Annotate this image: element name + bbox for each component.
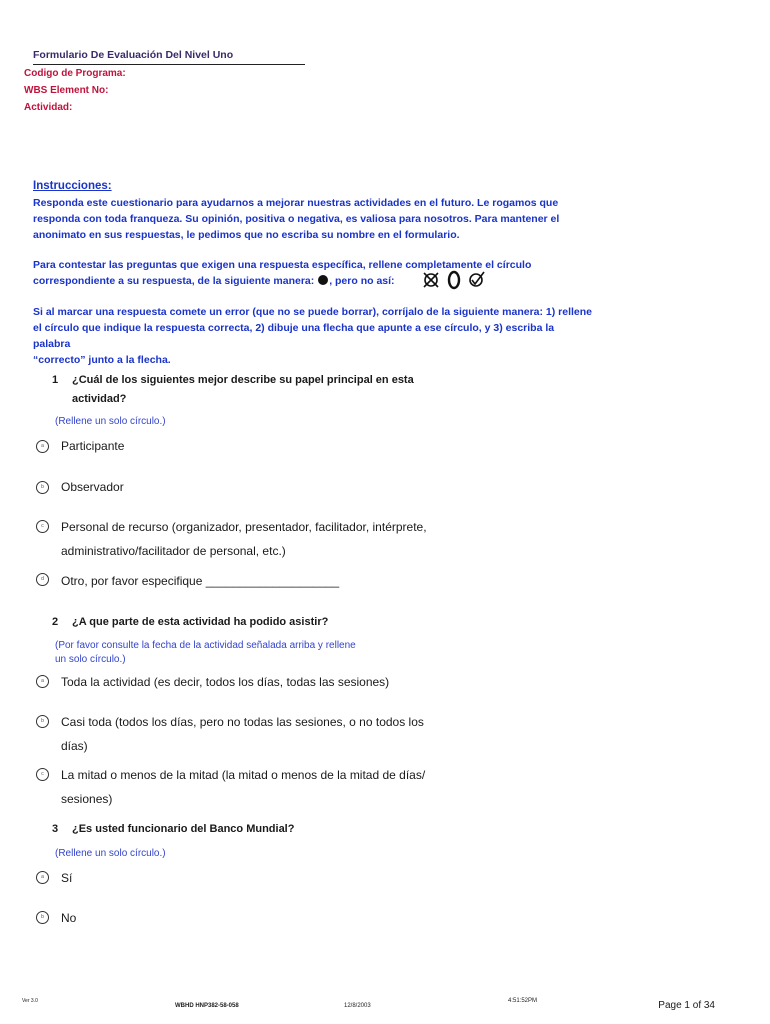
option-label: Casi toda (todos los días, pero no todas las sesiones, o no todos los: [61, 715, 424, 729]
page-number: Page 1 of 34: [658, 1000, 715, 1011]
instructions-paragraph-1: [33, 195, 593, 243]
footer-version: Ver 3.0: [22, 998, 38, 1004]
answer-bubble[interactable]: [36, 520, 49, 533]
answer-bubble[interactable]: [36, 675, 49, 688]
option-label: Personal de recurso (organizador, presentador, facilitador, intérprete,: [61, 520, 427, 534]
option-label: Sí: [61, 871, 73, 885]
option-label: No: [61, 911, 77, 925]
bubble-letter: b: [41, 718, 44, 724]
question-text: ¿Es usted funcionario del Banco Mundial?: [72, 823, 295, 835]
option-label-continued: sesiones): [61, 792, 113, 806]
bubble-letter: a: [41, 678, 44, 684]
bubble-letter: b: [41, 484, 44, 490]
answer-bubble[interactable]: [36, 715, 49, 728]
option-label: Observador: [61, 480, 124, 494]
instructions-line: Responda este cuestionario para ayudarnos a mejorar nuestras actividades en el futuro. Le rogamos que: [33, 197, 559, 209]
question-hint: (Rellene un solo círculo.): [55, 848, 166, 859]
answer-bubble[interactable]: [36, 911, 49, 924]
bubble-letter: c: [41, 771, 44, 777]
answer-bubble[interactable]: [36, 573, 49, 586]
filled-circle-example-icon: [318, 275, 328, 285]
question-text: actividad?: [72, 393, 127, 405]
option-label-continued: días): [61, 739, 88, 753]
question-hint: un solo círculo.): [55, 654, 126, 665]
option-label: Participante: [61, 439, 125, 453]
instructions-line: “correcto” junto a la flecha.: [33, 354, 171, 366]
question-number: 3: [52, 823, 59, 835]
bubble-letter: d: [41, 576, 44, 582]
bubble-letter: a: [41, 874, 44, 880]
instructions-title: Instrucciones:: [33, 180, 112, 192]
question-hint: (Por favor consulte la fecha de la actividad señalada arriba y rellene: [55, 640, 356, 651]
wrong-marks-example-icon: [422, 270, 492, 290]
question-text: ¿Cuál de los siguientes mejor describe su papel principal en esta: [72, 374, 414, 386]
form-title: Formulario De Evaluación Del Nivel Uno: [33, 49, 305, 65]
instructions-line: [33, 273, 593, 289]
option-label: Otro, por favor especifique ____________________: [61, 574, 340, 588]
instructions-line: responda con toda franqueza. Su opinión, positiva o negativa, es valiosa para nosotros. Para mantener el: [33, 213, 560, 225]
program-code-label: Codigo de Programa:: [24, 68, 126, 79]
instructions-line: Para contestar las preguntas que exigen una respuesta específica, rellene completamente el círculo: [33, 259, 532, 271]
activity-label: Actividad:: [24, 102, 73, 113]
wbs-element-label: WBS Element No:: [24, 85, 109, 96]
question-number: 1: [52, 374, 59, 386]
instructions-line: Si al marcar una respuesta comete un error (que no se puede borrar), corríjalo de la siguiente manera: 1) rellene: [33, 306, 593, 318]
question-number: 2: [52, 616, 59, 628]
answer-bubble[interactable]: [36, 871, 49, 884]
footer-code: WBHD HNP382-58-058: [175, 1003, 239, 1009]
instructions-text: , pero no así:: [329, 275, 395, 287]
instructions-paragraph-2: [33, 257, 593, 289]
footer-date: 12/8/2003: [344, 1003, 371, 1009]
instructions-text: correspondiente a su respuesta, de la siguiente manera:: [33, 275, 315, 287]
instructions-paragraph-3: [33, 304, 593, 368]
question-hint: (Rellene un solo círculo.): [55, 416, 166, 427]
bubble-letter: a: [41, 443, 44, 449]
instructions-line: anonimato en sus respuestas, le pedimos que no escriba su nombre en el formulario.: [33, 229, 460, 241]
bubble-letter: b: [41, 914, 44, 920]
answer-bubble[interactable]: [36, 768, 49, 781]
option-label-continued: administrativo/facilitador de personal, etc.): [61, 544, 286, 558]
bubble-letter: c: [41, 523, 44, 529]
instructions-line: el círculo que indique la respuesta correcta, 2) dibuje una flecha que apunte a ese círculo, y 3) escriba la palabra: [33, 322, 555, 350]
option-label: Toda la actividad (es decir, todos los días, todas las sesiones): [61, 675, 390, 689]
question-text: ¿A que parte de esta actividad ha podido asistir?: [72, 616, 329, 628]
option-label: La mitad o menos de la mitad (la mitad o menos de la mitad de días/: [61, 768, 426, 782]
answer-bubble[interactable]: [36, 481, 49, 494]
answer-bubble[interactable]: [36, 440, 49, 453]
footer-time: 4:51:52PM: [508, 998, 538, 1004]
